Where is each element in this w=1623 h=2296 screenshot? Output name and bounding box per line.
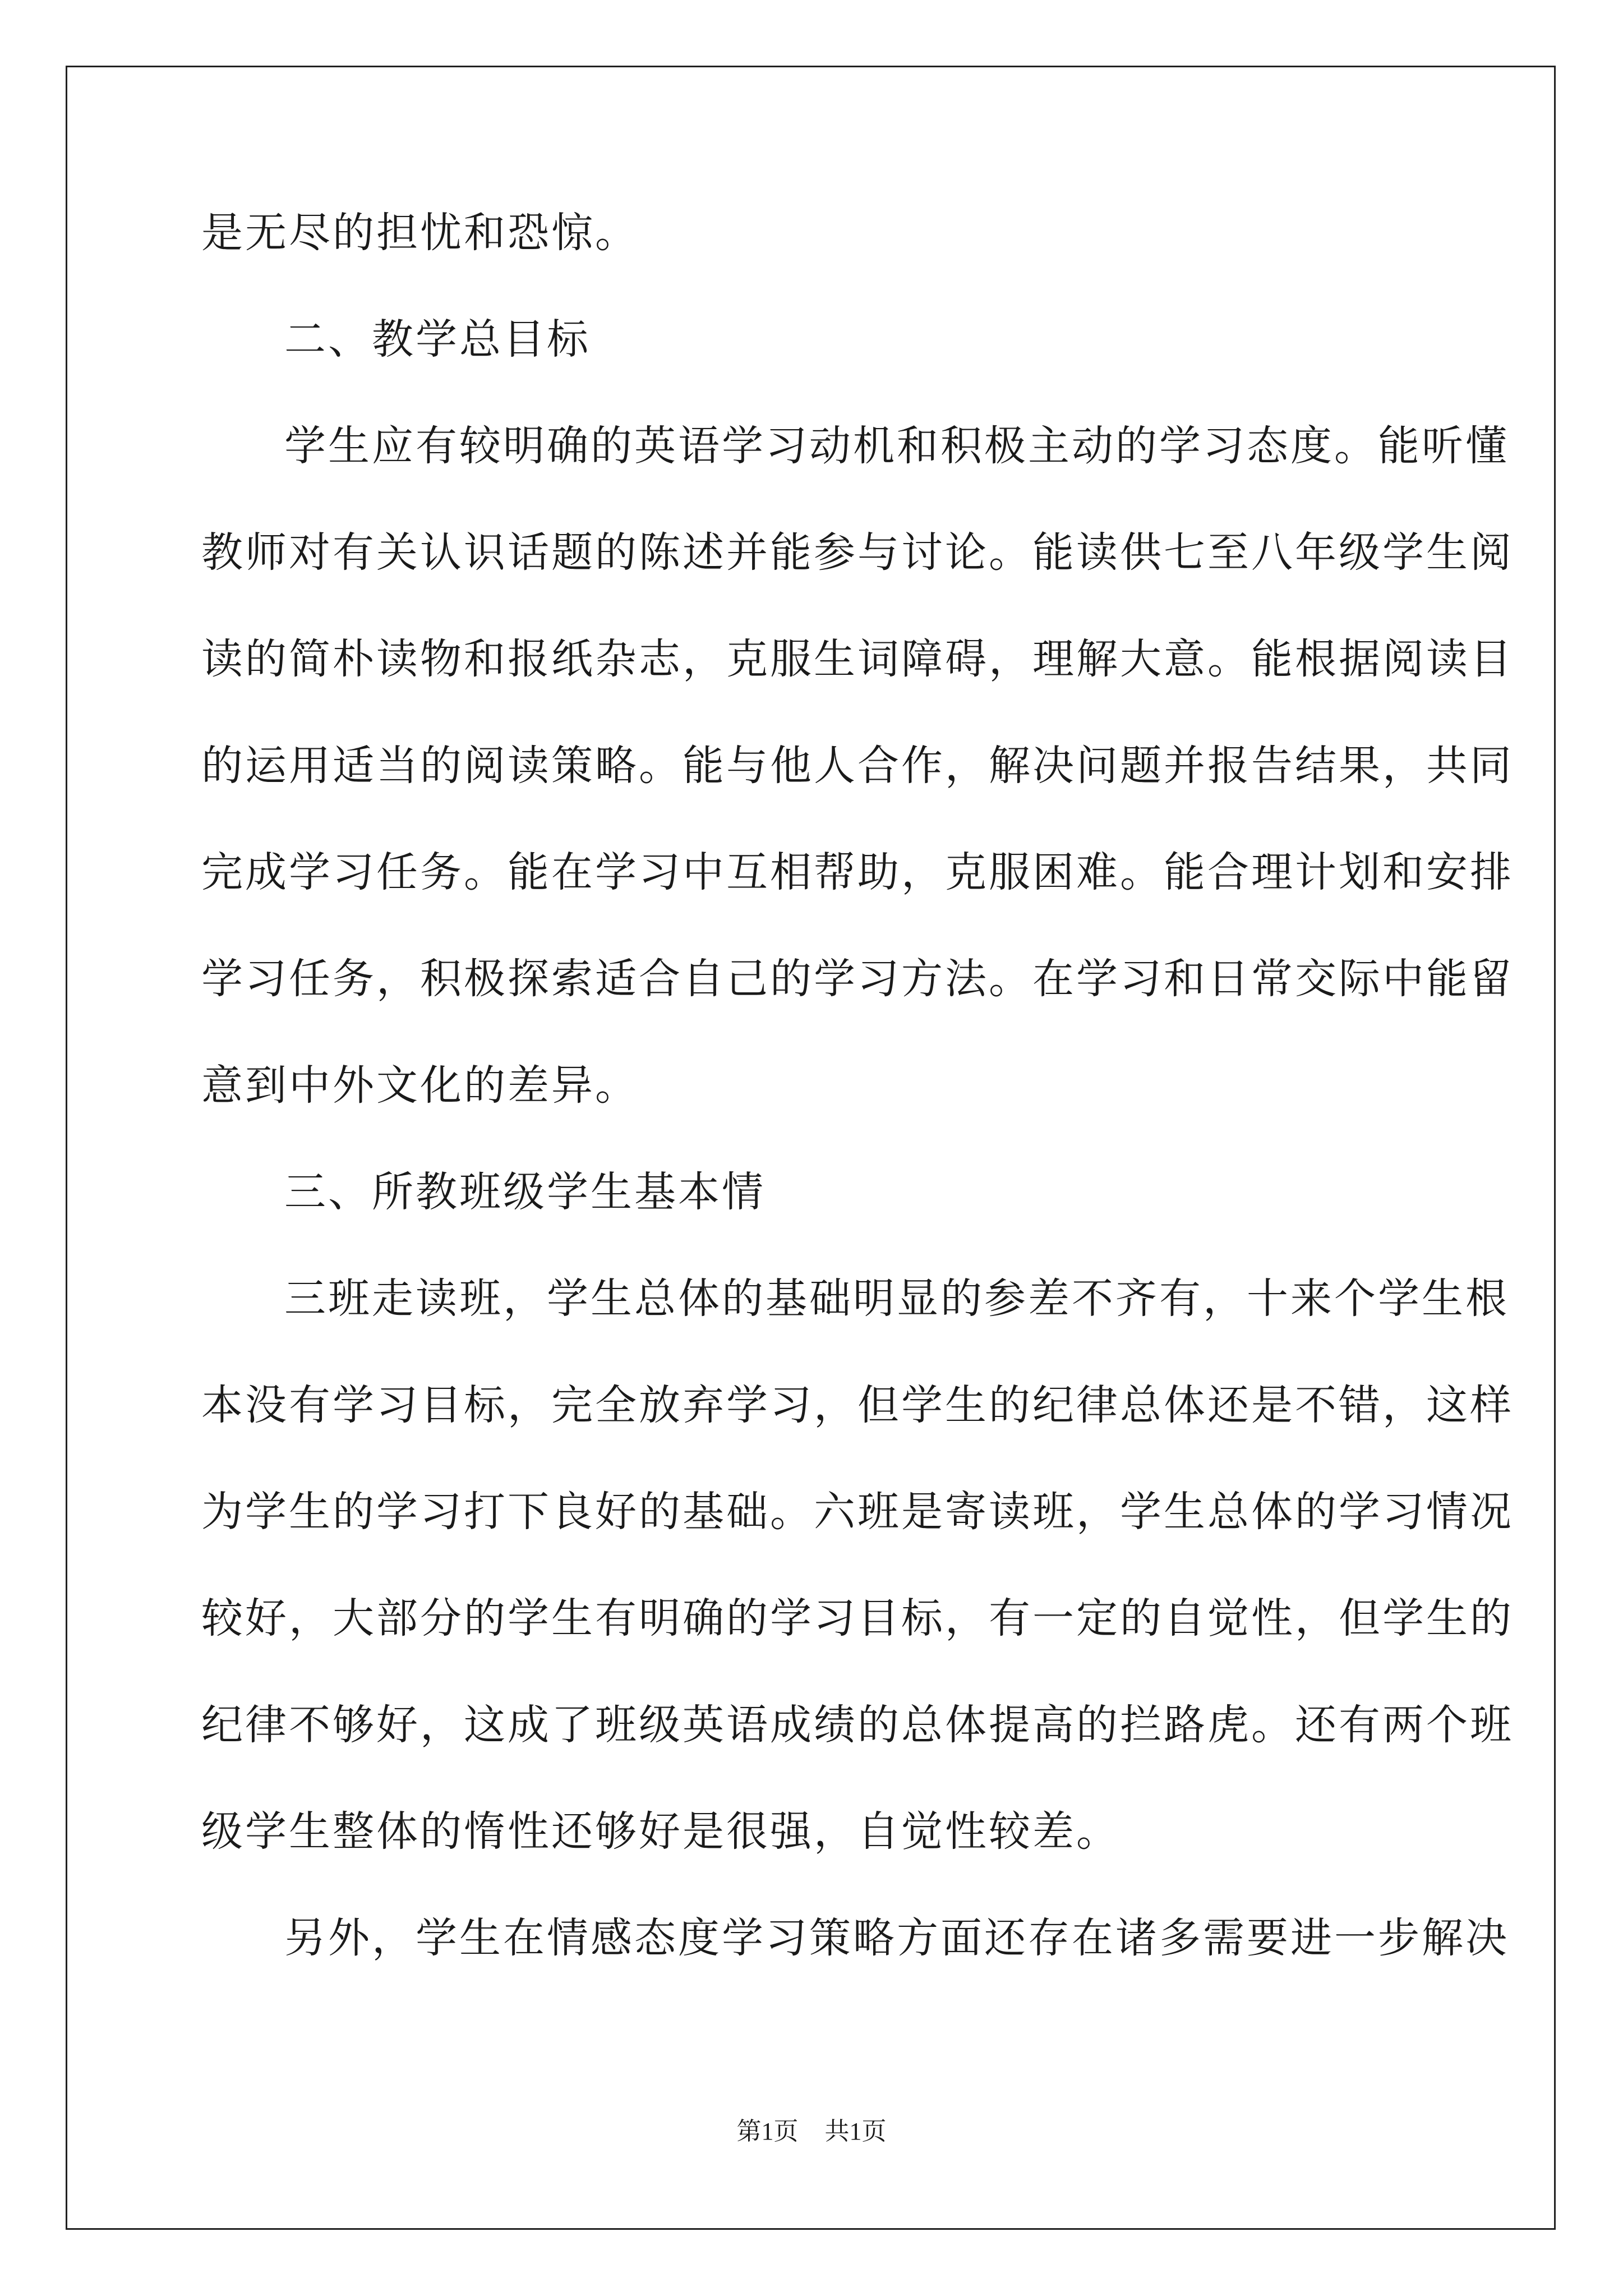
- text-line: 较好，大部分的学生有明确的学习目标，有一定的自觉性，但学生的: [201, 1594, 1514, 1642]
- page-footer: [0, 2115, 1623, 2148]
- text-line: 是无尽的担忧和恐惊。: [201, 209, 639, 257]
- text-line: 为学生的学习打下良好的基础。六班是寄读班，学生总体的学习情况: [201, 1488, 1514, 1536]
- text-line: 级学生整体的惰性还够好是很强，自觉性较差。: [201, 1807, 1120, 1856]
- page-number: 第1页: [736, 2118, 799, 2145]
- text-line: 意到中外文化的差异。: [201, 1061, 639, 1110]
- text-line: 的运用适当的阅读策略。能与他人合作，解决问题并报告结果，共同: [201, 742, 1514, 790]
- page-total: 共1页: [824, 2118, 887, 2145]
- text-line: 读的简朴读物和报纸杂志，克服生词障碍，理解大意。能根据阅读目: [201, 635, 1514, 683]
- text-line: 完成学习任务。能在学习中互相帮助，克服困难。能合理计划和安排: [201, 848, 1514, 896]
- text-line: 学生应有较明确的英语学习动机和积极主动的学习态度。能听懂: [284, 422, 1509, 470]
- text-line: 教师对有关认识话题的陈述并能参与讨论。能读供七至八年级学生阅: [201, 528, 1514, 577]
- text-line: 学习任务，积极探索适合自己的学习方法。在学习和日常交际中能留: [201, 955, 1514, 1003]
- text-line: 另外，学生在情感态度学习策略方面还存在诸多需要进一步解决: [284, 1914, 1509, 1962]
- text-line: 纪律不够好，这成了班级英语成绩的总体提高的拦路虎。还有两个班: [201, 1701, 1514, 1749]
- text-line: 三班走读班，学生总体的基础明显的参差不齐有，十来个学生根: [284, 1274, 1509, 1323]
- text-line: 本没有学习目标，完全放弃学习，但学生的纪律总体还是不错，这样: [201, 1381, 1514, 1429]
- section-heading: 三、所教班级学生基本情: [284, 1168, 766, 1216]
- section-heading: 二、教学总目标: [284, 315, 591, 364]
